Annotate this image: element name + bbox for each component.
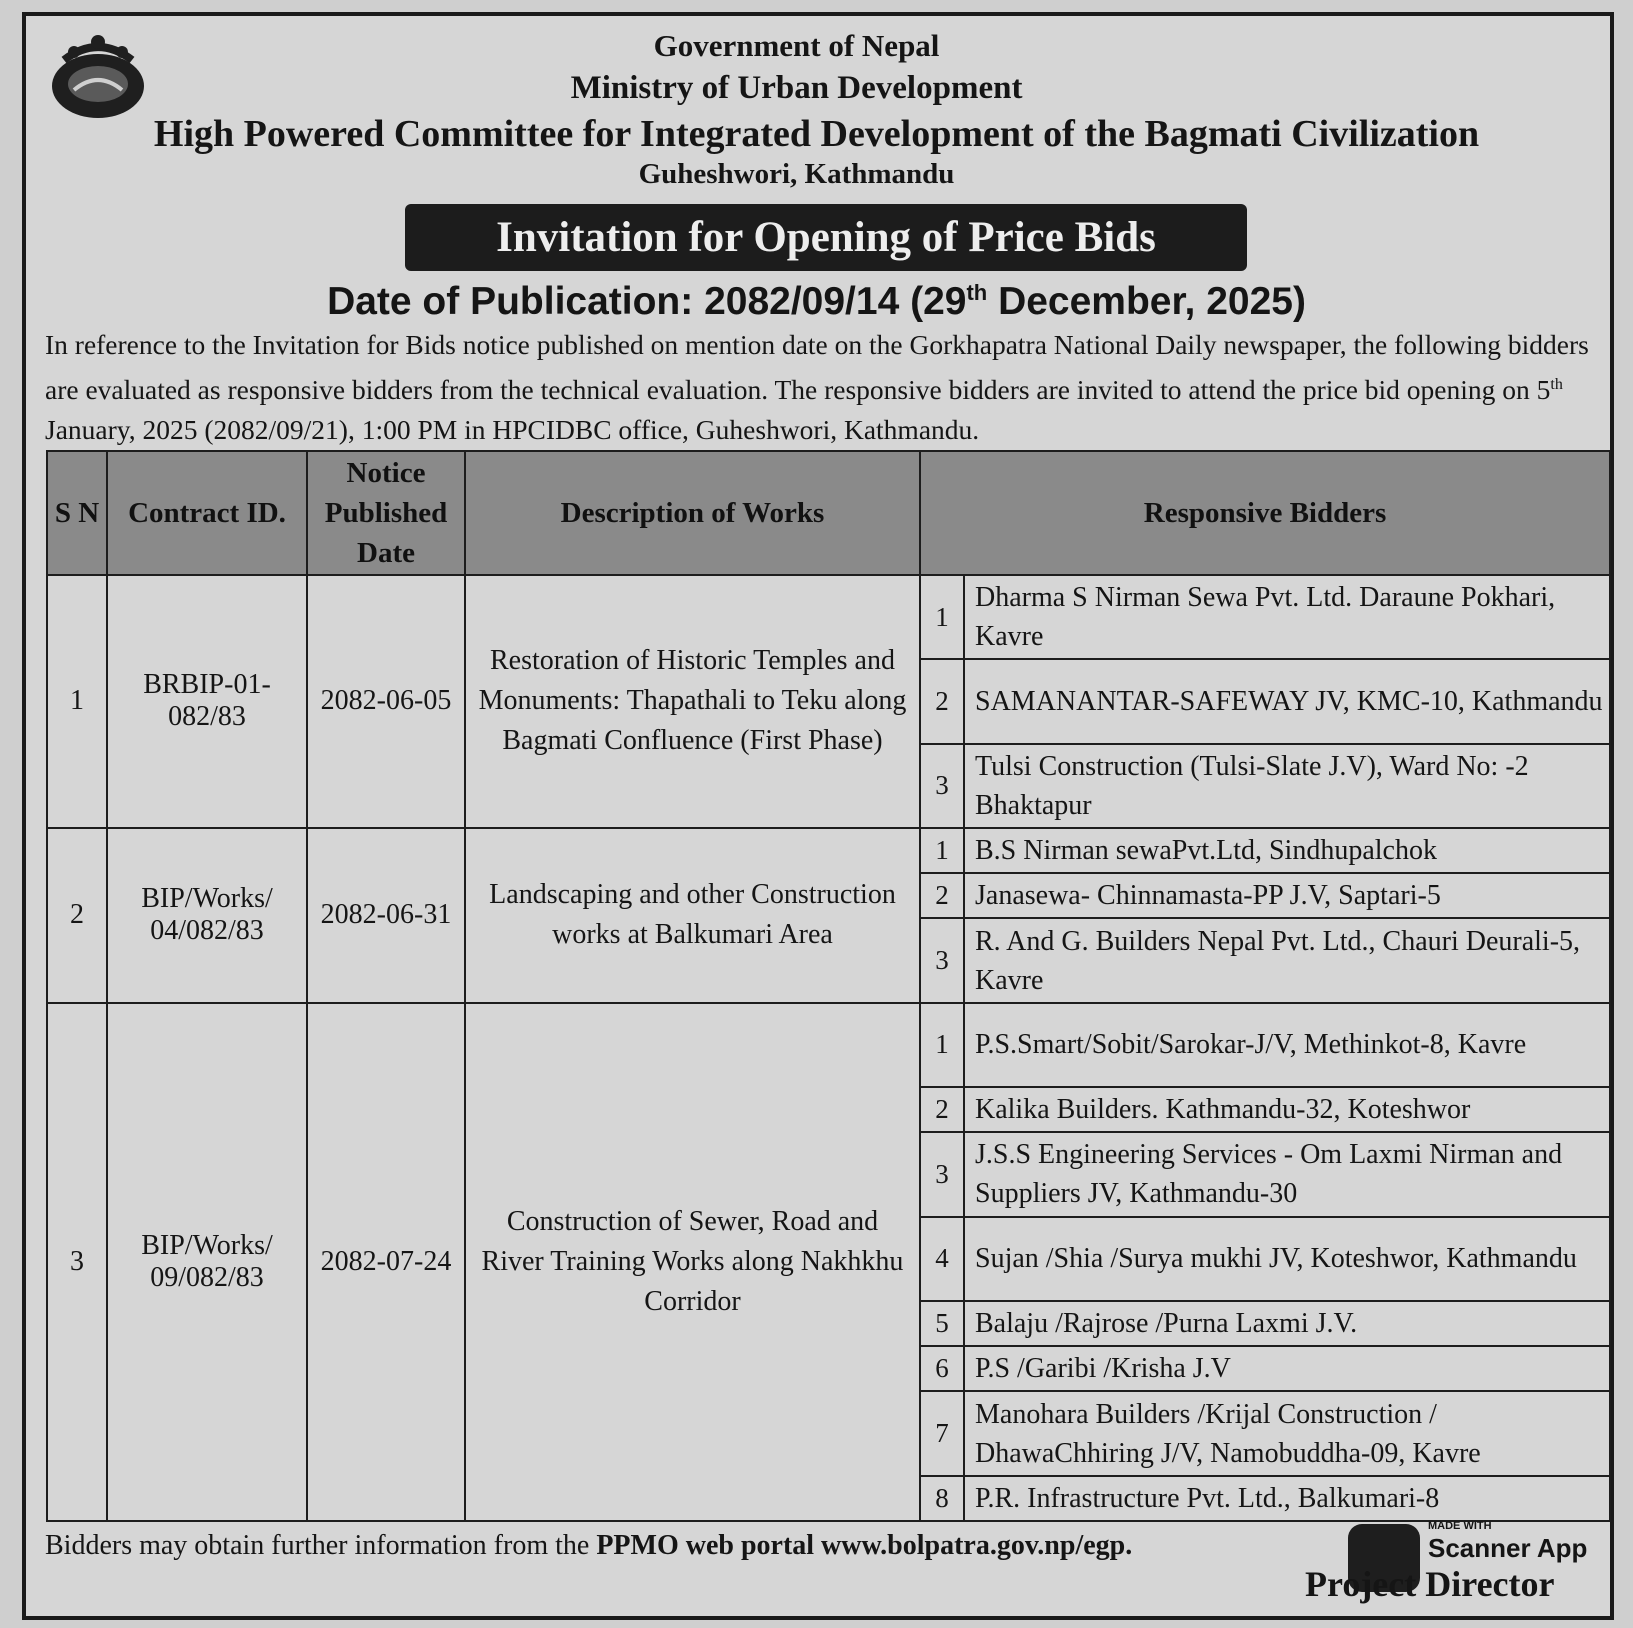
bidder-number: 7: [920, 1391, 964, 1475]
bidder-number: 3: [920, 1132, 964, 1216]
notice-title-banner: Invitation for Opening of Price Bids: [405, 204, 1247, 271]
bidder-number: 3: [920, 918, 964, 1002]
row-sn: 2: [47, 828, 107, 1003]
publication-date: Date of Publication: 2082/09/14 (29th December, 2025): [327, 280, 1306, 323]
bids-table: [46, 450, 1611, 1522]
bidder-name: B.S Nirman sewaPvt.Ltd, Sindhupalchok: [964, 828, 1610, 873]
header-responsive-bidders: Responsive Bidders: [920, 451, 1610, 575]
bidder-number: 8: [920, 1476, 964, 1521]
bidder-name: Manohara Builders /Krijal Construction / DhawaChhiring J/V, Namobuddha-09, Kavre: [964, 1391, 1610, 1475]
footer-note: Bidders may obtain further information from the PPMO web portal www.bolpatra.gov.np/egp.: [45, 1530, 1133, 1561]
header-ministry: Ministry of Urban Development: [570, 70, 1023, 106]
table-row: [47, 575, 1610, 659]
bidder-number: 5: [920, 1301, 964, 1346]
signature-title: Project Director: [1305, 1564, 1555, 1604]
bidder-name: J.S.S Engineering Services - Om Laxmi Nirman and Suppliers JV, Kathmandu-30: [964, 1132, 1610, 1216]
row-notice-date: 2082-06-05: [307, 575, 465, 828]
table-header-row: [47, 451, 1610, 575]
row-description: Landscaping and other Construction works at Balkumari Area: [465, 828, 920, 1003]
bidder-name: Janasewa- Chinnamasta-PP J.V, Saptari-5: [964, 873, 1610, 918]
row-contract-id: BIP/Works/ 04/082/83: [107, 828, 307, 1003]
header-location: Guheshwori, Kathmandu: [638, 158, 955, 190]
bidder-number: 3: [920, 744, 964, 828]
table-row: [47, 1003, 1610, 1087]
bidder-name: P.R. Infrastructure Pvt. Ltd., Balkumari-8: [964, 1476, 1610, 1521]
row-contract-id: BRBIP-01-082/83: [107, 575, 307, 828]
intro-paragraph: In reference to the Invitation for Bids notice published on mention date on the Gorkhapatra National Daily newspaper, the following bidders are evaluated as responsive bidders from the technical evaluation. The responsive bidders are invited to attend the price bid opening on 5th January, 2025 (2082/09/21), 1:00 PM in HPCIDBC office, Guheshwori, Kathmandu.: [45, 329, 1589, 446]
row-description: Restoration of Historic Temples and Monuments: Thapathali to Teku along Bagmati Confluence (First Phase): [465, 575, 920, 828]
bidder-name: Tulsi Construction (Tulsi-Slate J.V), Ward No: -2 Bhaktapur: [964, 744, 1610, 828]
bidder-name: P.S /Garibi /Krisha J.V: [964, 1346, 1610, 1391]
bidder-name: Sujan /Shia /Surya mukhi JV, Koteshwor, Kathmandu: [964, 1217, 1610, 1301]
row-sn: 1: [47, 575, 107, 828]
header-sn: S N: [47, 451, 107, 575]
bidder-number: 1: [920, 1003, 964, 1087]
row-notice-date: 2082-06-31: [307, 828, 465, 1003]
bidder-name: Dharma S Nirman Sewa Pvt. Ltd. Daraune Pokhari, Kavre: [964, 575, 1610, 659]
bidder-number: 6: [920, 1346, 964, 1391]
bidder-number: 2: [920, 873, 964, 918]
bidder-name: Kalika Builders. Kathmandu-32, Koteshwor: [964, 1087, 1610, 1132]
header-government: Government of Nepal: [653, 28, 940, 63]
bidder-name: Balaju /Rajrose /Purna Laxmi J.V.: [964, 1301, 1610, 1346]
bidder-number: 1: [920, 828, 964, 873]
row-description: Construction of Sewer, Road and River Training Works along Nakhkhu Corridor: [465, 1003, 920, 1521]
bidder-number: 2: [920, 1087, 964, 1132]
header-notice-date: Notice Published Date: [307, 451, 465, 575]
watermark-app-name: Scanner App: [1428, 1533, 1588, 1563]
bidder-number: 1: [920, 575, 964, 659]
bidder-number: 2: [920, 659, 964, 743]
bidder-name: SAMANANTAR-SAFEWAY JV, KMC-10, Kathmandu: [964, 659, 1610, 743]
header-description: Description of Works: [465, 451, 920, 575]
row-contract-id: BIP/Works/ 09/082/83: [107, 1003, 307, 1521]
table-row: [47, 828, 1610, 873]
bidder-name: R. And G. Builders Nepal Pvt. Ltd., Chauri Deurali-5, Kavre: [964, 918, 1610, 1002]
header-contract-id: Contract ID.: [107, 451, 307, 575]
row-sn: 3: [47, 1003, 107, 1521]
bidder-number: 4: [920, 1217, 964, 1301]
header-committee: High Powered Committee for Integrated Development of the Bagmati Civilization: [153, 113, 1480, 155]
bidder-name: P.S.Smart/Sobit/Sarokar-J/V, Methinkot-8, Kavre: [964, 1003, 1610, 1087]
row-notice-date: 2082-07-24: [307, 1003, 465, 1521]
watermark-made-with: MADE WITH: [1428, 1520, 1492, 1532]
